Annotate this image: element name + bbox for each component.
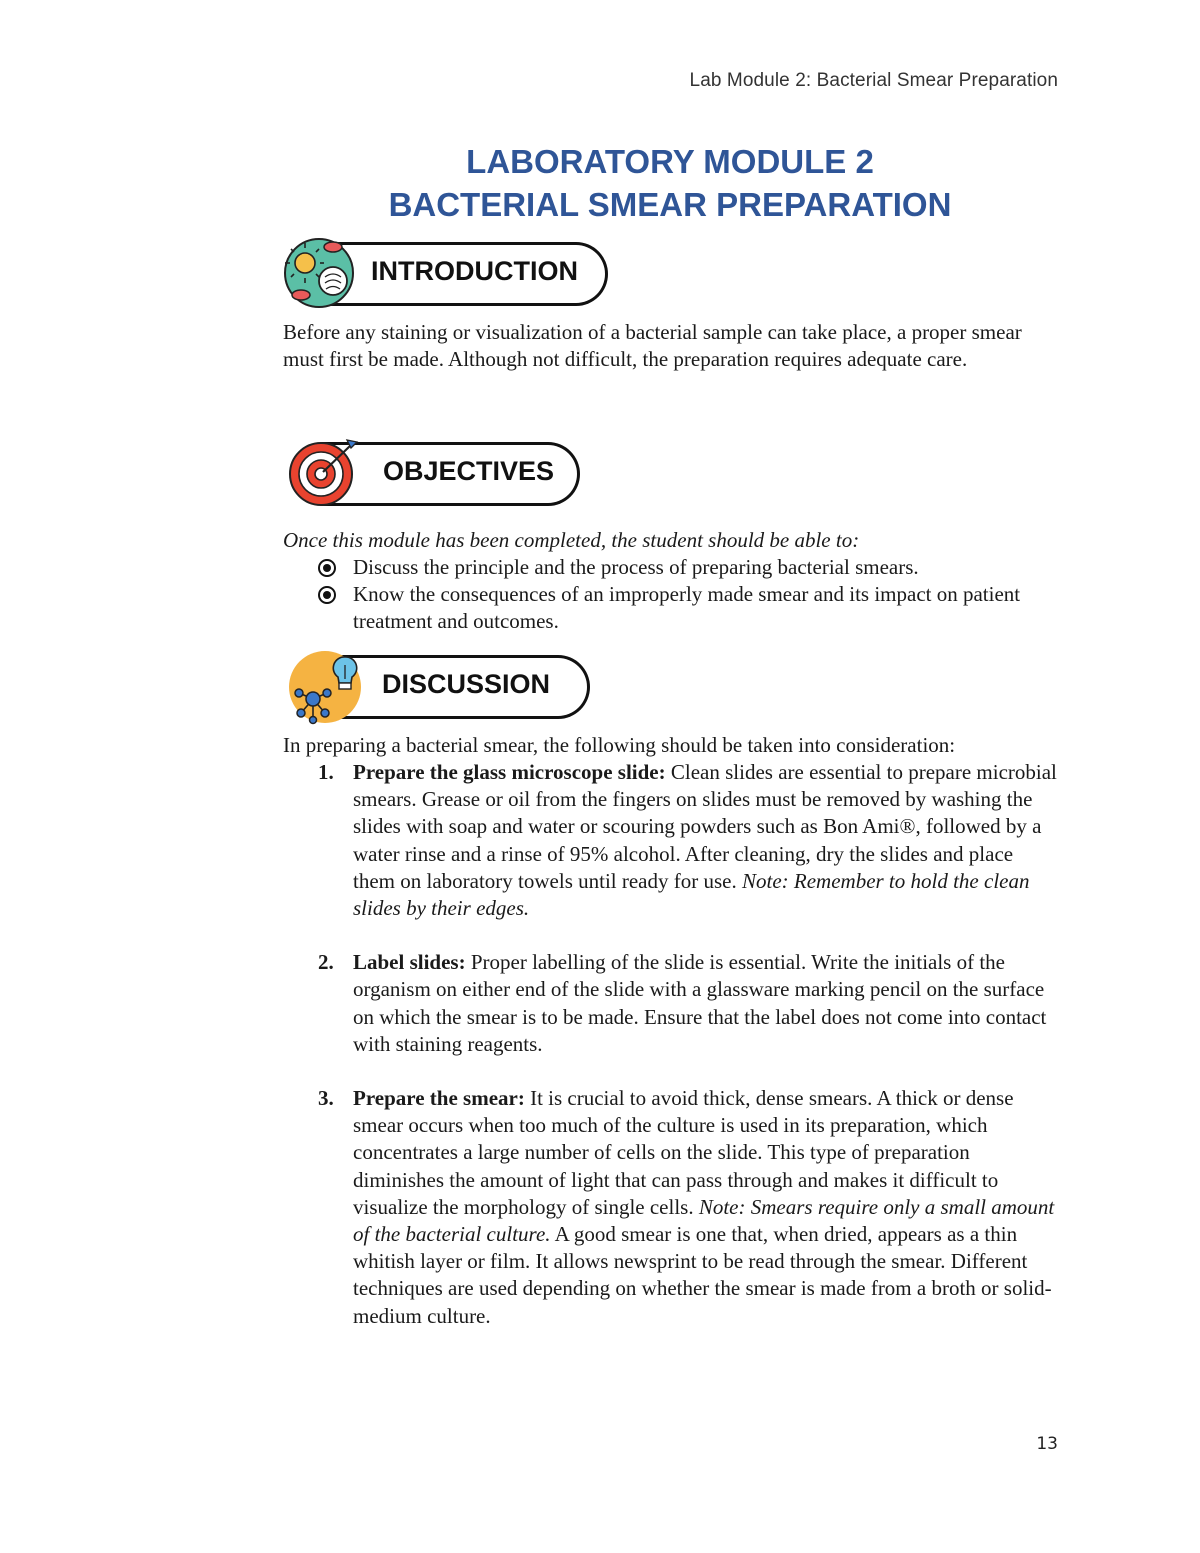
list-item xyxy=(318,949,1058,1058)
item-text: It is crucial to avoid thick, dense smears. A thick or dense smear occurs when too much of the culture is used in its preparation, which concentrates a large number of cells on the slide. This type of preparation diminishes the amount of light that can pass through and makes it difficult to visualize the morphology of single cells. xyxy=(353,1086,1014,1219)
item-text: Proper labelling of the slide is essential. Write the initials of the organism on either end of the slide with a glassware marking pencil on the surface on which the smear is to be made. Ensure that the label does not come into contact with staining reagents. xyxy=(353,950,1047,1056)
item-note: Note: Remember to hold the clean slides by their edges. xyxy=(353,868,1030,921)
running-header: Lab Module 2: Bacterial Smear Preparation xyxy=(689,70,1058,91)
discussion-badge xyxy=(287,655,597,719)
discussion-lead: In preparing a bacterial smear, the following should be taken into consideration: xyxy=(283,733,956,757)
item-number: 2. xyxy=(318,950,334,975)
title-line-2: BACTERIAL SMEAR PREPARATION xyxy=(388,186,952,223)
discussion-heading: DISCUSSION xyxy=(382,669,551,699)
introduction-heading: INTRODUCTION xyxy=(371,256,578,286)
objectives-heading: OBJECTIVES xyxy=(383,456,555,486)
page-number: 13 xyxy=(1036,1434,1058,1454)
list-item: Discuss the principle and the process of preparing bacterial smears. xyxy=(318,554,1058,581)
list-item xyxy=(318,1085,1058,1330)
item-term: Label slides: xyxy=(353,950,466,975)
item-tail: A good smear is one that, when dried, appears as a thin whitish layer or film. It allows newsprint to be read through the smear. Different techniques are used depending on whether the smear is made from a broth or solid-medium culture. xyxy=(353,1222,1052,1328)
item-term: Prepare the smear: xyxy=(353,1086,525,1111)
lightbulb-network-icon xyxy=(287,649,367,725)
introduction-badge xyxy=(283,242,613,306)
target-icon xyxy=(287,437,363,507)
objectives-lead: Once this module has been completed, the student should be able to: xyxy=(283,528,860,552)
list-item xyxy=(318,759,1058,922)
item-number: 1. xyxy=(318,760,334,784)
item-term: Prepare the glass microscope slide: xyxy=(353,760,666,784)
list-item: Know the consequences of an improperly made smear and its impact on patient treatment and outcomes. xyxy=(318,581,1058,635)
discussion-list xyxy=(318,759,1058,1357)
title-line-1: LABORATORY MODULE 2 xyxy=(466,143,874,180)
bullet-icon xyxy=(318,586,336,604)
bacteria-icon xyxy=(283,237,357,309)
item-note: Note: Smears require only a small amount of the bacterial culture. xyxy=(353,1194,1055,1247)
item-text: Clean slides are essential to prepare microbial smears. Grease or oil from the fingers on slides must be removed by washing the slides with soap and water or scouring powders such as Bon Ami®, followed by a water rinse and a rinse of 95% alcohol. After cleaning, dry the slides and place them on laboratory towels until ready for use. xyxy=(353,760,1057,893)
objectives-list xyxy=(318,554,1058,636)
objectives-badge xyxy=(287,442,587,506)
introduction-paragraph: Before any staining or visualization of a bacterial sample can take place, a proper smear must first be made. Although not difficult, the preparation requires adequate care. xyxy=(283,320,1022,372)
bullet-icon xyxy=(318,559,336,577)
item-number: 3. xyxy=(318,1086,334,1111)
page-title xyxy=(0,140,1200,226)
